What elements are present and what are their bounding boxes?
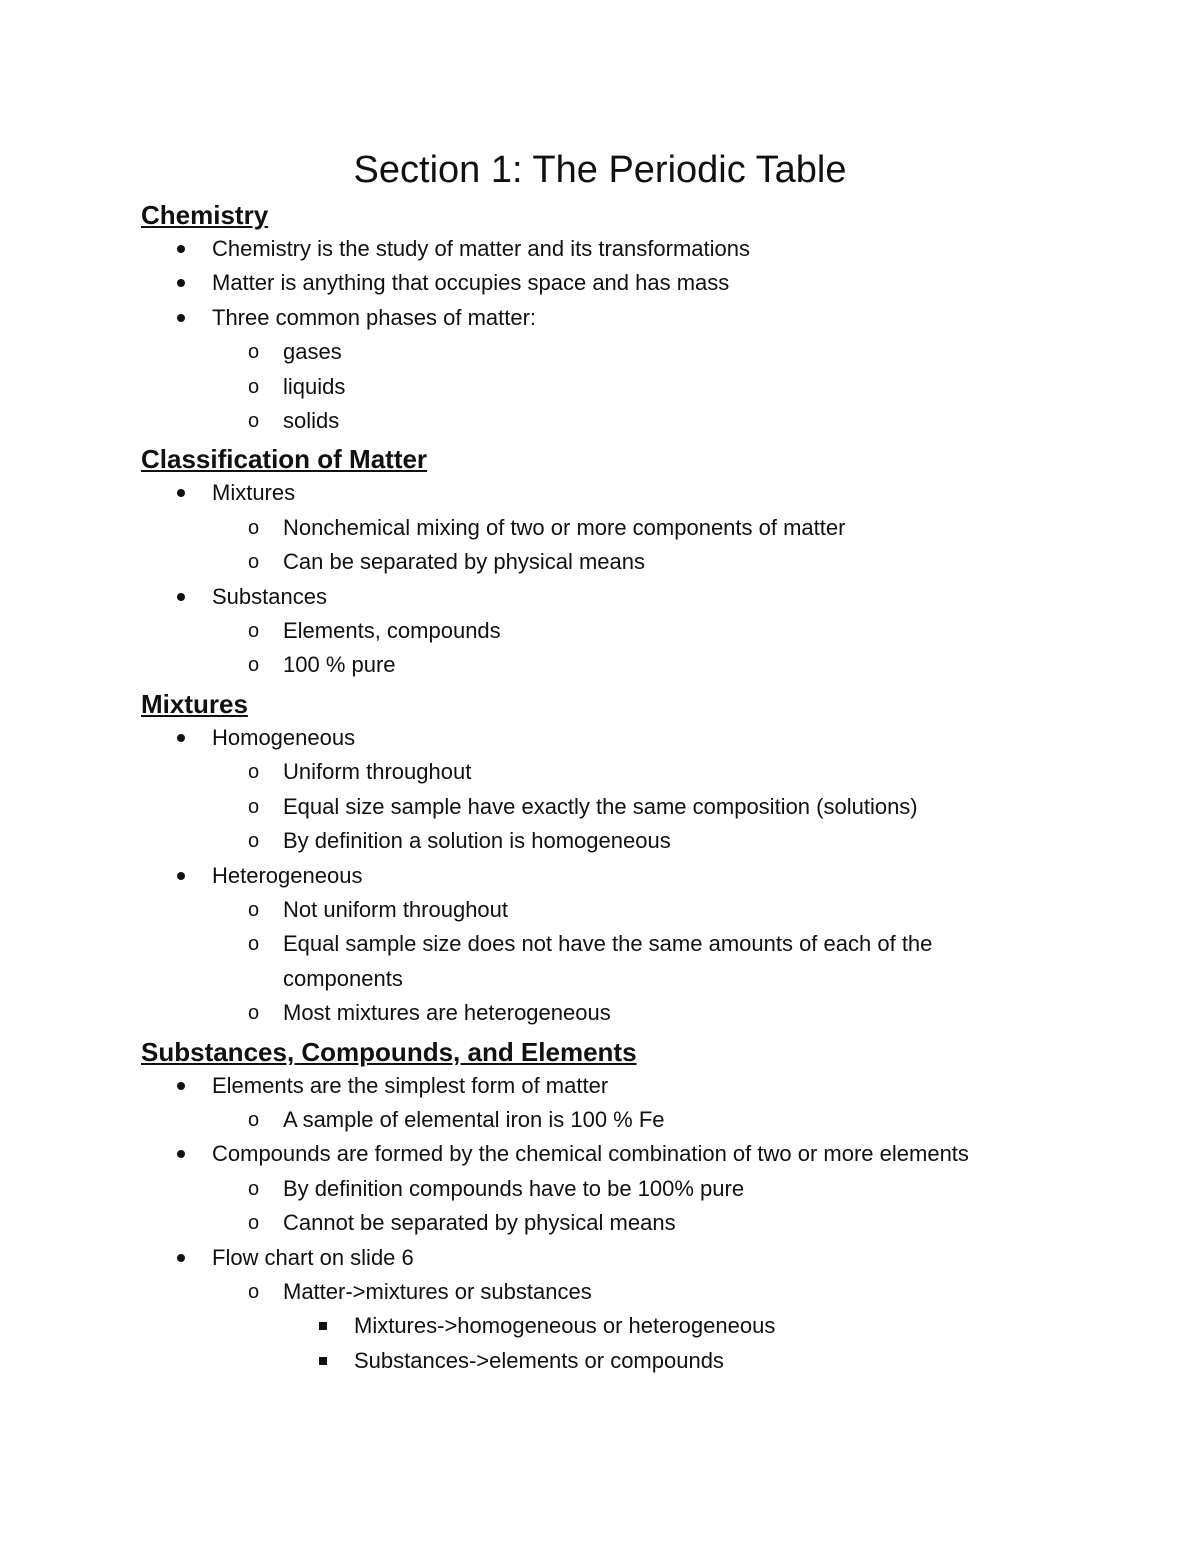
list-item xyxy=(141,859,1041,1031)
section-heading: Chemistry xyxy=(141,200,269,230)
list-item xyxy=(141,1137,1041,1240)
sub-list-item-text: Matter->mixtures or substances xyxy=(283,1278,592,1304)
sub-list-item xyxy=(212,511,1041,545)
sub-sub-list-item-text: Mixtures->homogeneous or heterogeneous xyxy=(354,1313,776,1339)
list-item-text: Homogeneous xyxy=(212,724,356,750)
bullet-list xyxy=(141,1069,1041,1379)
section-classification xyxy=(141,442,1041,682)
sub-list-item xyxy=(212,404,1041,438)
circle-bullet-icon xyxy=(248,1172,259,1206)
list-item xyxy=(141,476,1041,579)
sub-list-item xyxy=(212,996,1041,1030)
sub-list xyxy=(212,893,1041,1031)
circle-bullet-icon xyxy=(248,614,259,648)
sub-list-item xyxy=(212,893,1041,927)
list-item-text: Elements are the simplest form of matter xyxy=(212,1072,609,1098)
sub-list-item xyxy=(212,824,1041,858)
square-bullet-icon xyxy=(319,1322,327,1330)
list-item xyxy=(141,580,1041,683)
sub-list xyxy=(212,614,1041,683)
sub-list-item-text: A sample of elemental iron is 100 % Fe xyxy=(283,1106,665,1132)
section-heading: Substances, Compounds, and Elements xyxy=(141,1036,637,1067)
sub-list-item-text: Elements, compounds xyxy=(283,618,501,644)
page-title: Section 1: The Periodic Table xyxy=(353,149,847,191)
section-substances xyxy=(141,1035,1041,1379)
sub-list-item-text: solids xyxy=(283,408,340,434)
list-item xyxy=(141,1069,1041,1138)
sub-list-item-text: Nonchemical mixing of two or more components of matter xyxy=(283,514,846,540)
sub-list-item-text: Can be separated by physical means xyxy=(283,549,645,575)
sub-list-item xyxy=(212,1206,1041,1240)
circle-bullet-icon xyxy=(248,370,259,404)
list-item-text: Mixtures xyxy=(212,480,296,506)
sub-sub-list xyxy=(283,1309,1041,1378)
sub-list-item-text: Uniform throughout xyxy=(283,759,472,785)
circle-bullet-icon xyxy=(248,1275,259,1309)
bullet-list xyxy=(141,476,1041,682)
sub-list-item xyxy=(212,614,1041,648)
sub-list-item xyxy=(212,790,1041,824)
sub-sub-list-item-text: Substances->elements or compounds xyxy=(354,1347,724,1373)
list-item xyxy=(141,232,1041,266)
circle-bullet-icon xyxy=(248,996,259,1030)
circle-bullet-icon xyxy=(248,335,259,369)
circle-bullet-icon xyxy=(248,648,259,682)
list-item-text: Matter is anything that occupies space and has mass xyxy=(212,270,730,296)
list-item-text: Heterogeneous xyxy=(212,862,363,888)
list-item-text: Chemistry is the study of matter and its transformations xyxy=(212,236,750,261)
sub-list-item xyxy=(212,545,1041,579)
sub-list-item xyxy=(212,1103,1041,1137)
bullet-list xyxy=(141,232,1041,438)
circle-bullet-icon xyxy=(248,790,259,824)
circle-bullet-icon xyxy=(248,545,259,579)
list-item-text: Three common phases of matter: xyxy=(212,304,537,330)
sub-list-item xyxy=(212,1275,1041,1378)
section-mixtures xyxy=(141,687,1041,1031)
sub-list-item-text: Cannot be separated by physical means xyxy=(283,1210,676,1236)
circle-bullet-icon xyxy=(248,824,259,858)
circle-bullet-icon xyxy=(248,1103,259,1137)
sub-list-item xyxy=(212,370,1041,404)
sub-list-item-text: gases xyxy=(283,339,342,365)
circle-bullet-icon xyxy=(248,404,259,438)
list-item xyxy=(141,721,1041,859)
sub-list xyxy=(212,335,1041,438)
sub-list xyxy=(212,1275,1041,1378)
sub-list xyxy=(212,511,1041,580)
sub-list-item-text: Equal size sample have exactly the same composition (solutions) xyxy=(283,793,918,819)
list-item-text: Compounds are formed by the chemical combination of two or more elements xyxy=(212,1141,969,1167)
sub-list-item-text: By definition a solution is homogeneous xyxy=(283,828,671,854)
sub-list xyxy=(212,1103,1041,1137)
sub-list-item-text: Equal sample size does not have the same amounts of each of the components xyxy=(283,931,933,991)
circle-bullet-icon xyxy=(248,927,259,961)
sub-list-item xyxy=(212,335,1041,369)
circle-bullet-icon xyxy=(248,511,259,545)
circle-bullet-icon xyxy=(248,755,259,789)
section-chemistry xyxy=(141,198,1041,438)
section-heading: Classification of Matter xyxy=(141,444,428,475)
section-heading: Mixtures xyxy=(141,688,248,719)
sub-list-item-text: Not uniform throughout xyxy=(283,896,509,922)
sub-list xyxy=(212,755,1041,858)
list-item xyxy=(141,266,1041,300)
sub-list-item xyxy=(212,648,1041,682)
circle-bullet-icon xyxy=(248,893,259,927)
sub-sub-list-item xyxy=(283,1309,1041,1343)
list-item-text: Flow chart on slide 6 xyxy=(212,1244,414,1270)
sub-list-item-text: By definition compounds have to be 100% pure xyxy=(283,1175,745,1201)
bullet-list xyxy=(141,721,1041,1031)
list-item xyxy=(141,1241,1041,1379)
list-item-text: Substances xyxy=(212,583,327,609)
circle-bullet-icon xyxy=(248,1206,259,1240)
sub-list-item-text: Most mixtures are heterogeneous xyxy=(283,1000,611,1026)
square-bullet-icon xyxy=(319,1357,327,1365)
sub-list-item-text: liquids xyxy=(283,373,346,399)
sub-list xyxy=(212,1172,1041,1241)
document-body xyxy=(141,198,1041,1378)
sub-sub-list-item xyxy=(283,1344,1041,1378)
sub-list-item xyxy=(212,927,1041,996)
sub-list-item-text: 100 % pure xyxy=(283,652,396,678)
sub-list-item xyxy=(212,755,1041,789)
sub-list-item xyxy=(212,1172,1041,1206)
list-item xyxy=(141,301,1041,439)
